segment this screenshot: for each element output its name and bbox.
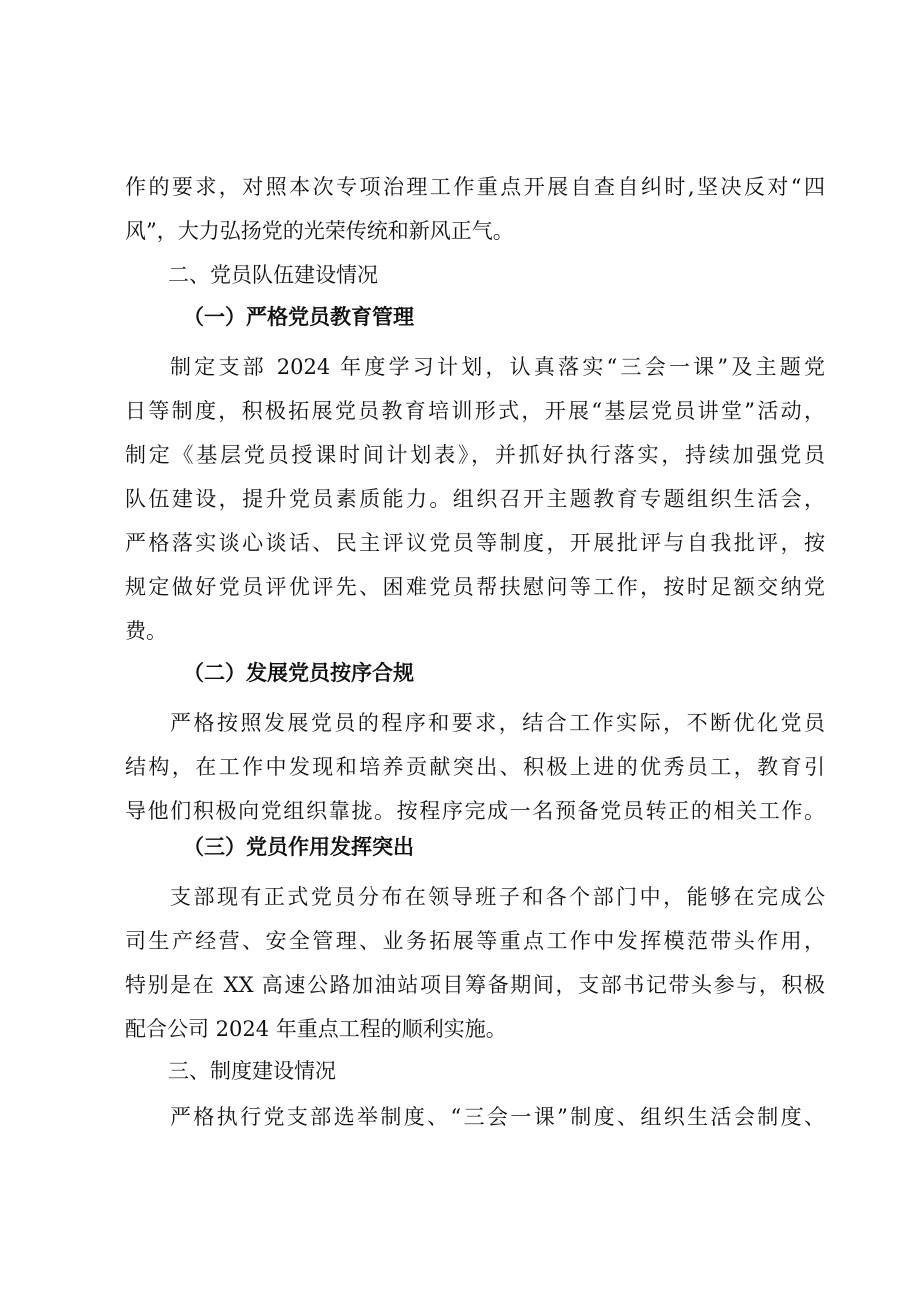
subsection-3-heading: （三）党员作用发挥突出 — [183, 835, 414, 859]
paragraph-3-line: 特别是在 XX 高速公路加油站项目筹备期间，支部书记带头参与，积极 — [125, 973, 825, 997]
paragraph-3-line: 配合公司 2024 年重点工程的顺利实施。 — [125, 1017, 507, 1041]
intro-line-2: 风”，大力弘扬党的光荣传统和新风正气。 — [125, 219, 514, 243]
paragraph-2-line: 结构，在工作中发现和培养贡献突出、积极上进的优秀员工，教育引 — [125, 755, 825, 779]
paragraph-2-line: 严格按照发展党员的程序和要求，结合工作实际，不断优化党员 — [170, 711, 825, 735]
subsection-2-heading: （二）发展党员按序合规 — [183, 661, 414, 685]
paragraph-2-line: 导他们积极向党组织靠拢。按程序完成一名预备党员转正的相关工作。 — [125, 799, 825, 823]
paragraph-1-line: 规定做好党员评优评先、困难党员帮扶慰问等工作，按时足额交纳党 — [125, 575, 825, 599]
paragraph-1-line: 日等制度，积极拓展党员教育培训形式，开展“基层党员讲堂”活动， — [125, 399, 825, 423]
paragraph-1-line: 严格落实谈心谈话、民主评议党员等制度，开展批评与自我批评，按 — [125, 531, 825, 555]
paragraph-1-line: 队伍建设，提升党员素质能力。组织召开主题教育专题组织生活会， — [125, 487, 825, 511]
paragraph-1-line: 费。 — [125, 619, 167, 643]
subsection-1-heading: （一）严格党员教育管理 — [183, 305, 414, 329]
paragraph-1-line: 制定支部 2024 年度学习计划，认真落实“三会一课”及主题党 — [170, 355, 825, 379]
intro-line-1: 作的要求，对照本次专项治理工作重点开展自查自纠时,坚决反对“四 — [125, 175, 825, 199]
paragraph-4-line: 严格执行党支部选举制度、“三会一课”制度、组织生活会制度、 — [170, 1105, 825, 1129]
paragraph-3-line: 司生产经营、安全管理、业务拓展等重点工作中发挥模范带头作用， — [125, 929, 825, 953]
paragraph-1-line: 制定《基层党员授课时间计划表》，并抓好执行落实，持续加强党员 — [125, 443, 825, 467]
section-2-heading: 二、党员队伍建设情况 — [168, 263, 378, 287]
section-3-heading: 三、制度建设情况 — [168, 1059, 336, 1083]
paragraph-3-line: 支部现有正式党员分布在领导班子和各个部门中，能够在完成公 — [170, 885, 825, 909]
